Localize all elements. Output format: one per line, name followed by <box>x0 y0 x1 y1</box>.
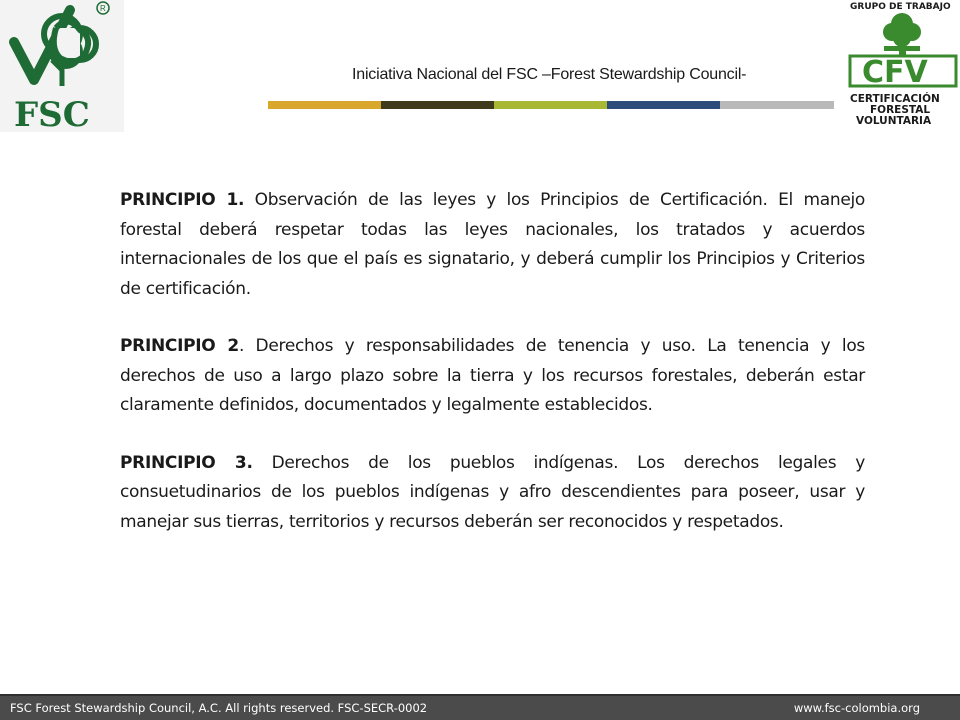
principle-1-label: PRINCIPIO 1. <box>120 190 245 210</box>
color-segment <box>494 101 607 109</box>
cfv-line1: CERTIFICACIÓN <box>850 93 940 105</box>
principle-3-label: PRINCIPIO 3. <box>120 452 253 473</box>
principle-3-text: Derechos de los pueblos indígenas. Los derechos legales y consuetudinarios de los pueblos indígenas y afro descendientes para poseer, usar y manejar sus tierras, territorios y recursos deberán ser reconocidos y respetados. <box>120 452 866 532</box>
principle-2-text: . Derechos y responsabilidades de tenencia y uso. La tenencia y los derechos de uso a largo plazo sobre la tierra y los recursos forestales, deberán estar claramente definidos, documentados y legalmente establecidos. <box>120 336 865 415</box>
cfv-letters: CFV <box>862 55 928 90</box>
principle-1-text: Observación de las leyes y los Principios de Certificación. El manejo forestal deberá respetar todas las leyes nacionales, los tratados y acuerdos internacionales de los que el país es signatario, y deberá cumplir los Principios y Criterios de certificación. <box>120 190 866 299</box>
color-segment <box>381 101 494 109</box>
cfv-line2: FORESTAL <box>870 104 931 116</box>
cfv-line3: VOLUNTARIA <box>856 115 932 127</box>
principle-1 <box>120 186 865 304</box>
svg-text:R: R <box>100 4 106 13</box>
cfv-logo <box>846 0 960 132</box>
header-color-bar <box>268 101 834 109</box>
footer-website-link[interactable]: www.fsc-colombia.org <box>793 701 920 715</box>
color-segment <box>720 101 834 109</box>
principle-2-label: PRINCIPIO 2 <box>120 336 239 356</box>
color-segment <box>607 101 720 109</box>
fsc-logo <box>0 0 124 132</box>
principles-content <box>120 186 865 565</box>
fsc-logo-text: FSC <box>14 95 90 132</box>
color-segment <box>268 101 381 109</box>
footer <box>0 696 960 720</box>
principle-2 <box>120 332 865 421</box>
cfv-top-text: GRUPO DE TRABAJO <box>850 2 951 12</box>
header-title: Iniciativa Nacional del FSC –Forest Stewardship Council- <box>352 66 747 83</box>
footer-copyright: FSC Forest Stewardship Council, A.C. All rights reserved. FSC-SECR-0002 <box>10 701 428 715</box>
principle-3 <box>120 449 865 538</box>
